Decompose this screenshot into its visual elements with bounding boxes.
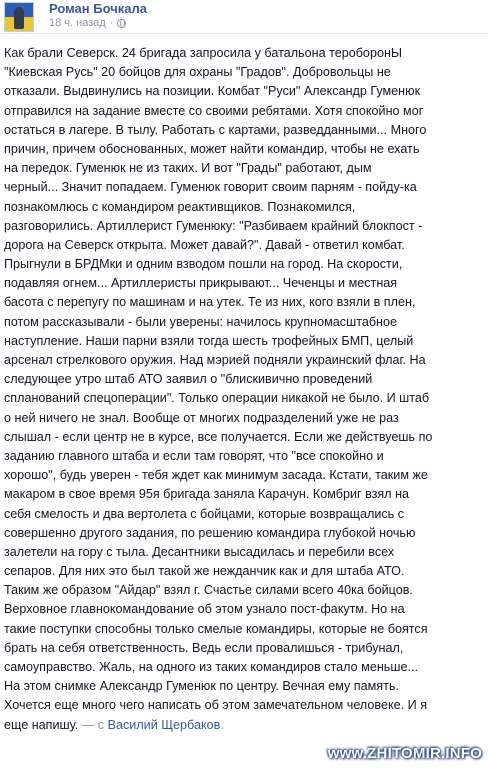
post-text-line bbox=[4, 620, 484, 639]
post-text-segment: макаром в свое время 95я бригада заняла Карачун. Комбриг взял на bbox=[4, 487, 410, 502]
watermark: www.ZHITOMIR.INFO bbox=[327, 745, 482, 762]
post-text-line bbox=[4, 716, 484, 735]
post-text-segment: еще напишу. bbox=[4, 717, 79, 732]
post-text-segment: наступление. Наши парни взяли тогда шесть трофейных БМП, целый bbox=[4, 333, 414, 348]
post-text-line bbox=[4, 178, 484, 197]
post-text bbox=[4, 44, 484, 735]
post-text-line bbox=[4, 389, 484, 408]
post-text-line bbox=[4, 677, 484, 696]
post-text-line bbox=[4, 505, 484, 524]
post-text-segment: спланований спецоперации". Только операции никакой не было. И штаб bbox=[4, 391, 430, 406]
post-text-segment: На этом снимке Александр Гуменюк по центру. Вечная ему память. bbox=[4, 679, 399, 694]
post-text-line bbox=[4, 217, 484, 236]
post-text-line bbox=[4, 351, 484, 370]
post-text-segment: арсенал стрелкового оружия. Над мэрией подняли украинский флаг. На bbox=[4, 353, 426, 367]
post-text-line bbox=[4, 524, 484, 543]
post-text-segment: отказали. Выдвинулись на позиции. Комбат "Руси" Александр Гуменюк bbox=[4, 84, 421, 99]
post-text-segment: остаться в лагере. В тылу. Работать с картами, разведданными... Много bbox=[4, 122, 427, 137]
post-text-line bbox=[4, 274, 484, 293]
post-text-line bbox=[4, 121, 484, 140]
post-text-line bbox=[4, 658, 484, 677]
post-text-segment: отправился на задание вместе со своими ребятами. Хотя спокойно мог bbox=[4, 103, 424, 118]
post-text-segment: Как брали Северск. 24 бригада запросила у батальона тероборонЫ bbox=[4, 46, 403, 60]
post-text-segment: Верховное главнокомандование об этом узнало пост-факутм. Но на bbox=[4, 602, 405, 617]
meta-separator: · bbox=[109, 17, 114, 29]
tagged-person-link[interactable]: Василий Щербаков bbox=[107, 717, 221, 732]
post-text-line bbox=[4, 44, 484, 63]
with-suffix: . bbox=[220, 717, 224, 732]
post-text-segment: "Киевская Русь" 20 бойцов для охраны "Градов". Добровольцы не bbox=[4, 65, 391, 80]
post-text-line bbox=[4, 63, 484, 82]
post-text-line bbox=[4, 255, 484, 274]
post-text-segment: познакомлюсь с командиром реактивщиков. Познакомился, bbox=[4, 199, 356, 214]
post-text-line bbox=[4, 293, 484, 312]
post-text-segment: слышал - если центр не в курсе, все получается. Если же действуешь по bbox=[4, 429, 433, 444]
author-avatar[interactable] bbox=[4, 2, 34, 32]
post-text-segment: самоуправство. Жаль, на одного из таких командиров стало меньше... bbox=[4, 660, 418, 674]
post-text-segment: потом рассказывали - были уверены: начилось крупномасштабное bbox=[4, 314, 397, 329]
post-text-segment: причин, причем обоснованных, может найти командир, чтобы не ехать bbox=[4, 141, 420, 156]
post-text-line bbox=[4, 639, 484, 658]
post-text-line bbox=[4, 696, 484, 715]
post-text-segment: брать на себя ответственность. Ведь если провалишься - трибунал, bbox=[4, 640, 404, 655]
post-text-segment: дорога на Северск открыта. Может давай?". Давай - ответил комбат. bbox=[4, 237, 405, 252]
post-text-line bbox=[4, 409, 484, 428]
globe-icon[interactable] bbox=[117, 19, 126, 28]
avatar-figure bbox=[14, 7, 24, 29]
post-text-line bbox=[4, 198, 484, 217]
post-text-segment: подавляя огнем... Артиллеристы прикрывают... Чеченцы и местная bbox=[4, 276, 398, 291]
post-text-segment: Прыгнули в БРДМки и одним взводом пошли на город. На скорости, bbox=[4, 257, 403, 272]
post-text-segment: следующее утро штаб АТО заявил о "блискивично проведений bbox=[4, 372, 373, 387]
author-name[interactable]: Роман Бочкала bbox=[49, 1, 147, 16]
post-text-segment: басота с перепугу по машинам и на утек. Те из них, кого взяли в плен, bbox=[4, 295, 416, 310]
header-divider bbox=[0, 33, 488, 34]
post-text-line bbox=[4, 159, 484, 178]
post-text-line bbox=[4, 236, 484, 255]
post-text-line bbox=[4, 466, 484, 485]
post-timestamp[interactable]: 18 ч. назад bbox=[49, 17, 106, 29]
post-text-line bbox=[4, 140, 484, 159]
post-text-segment: Хочется еще много чего написать об этом замечательном человеке. И я bbox=[4, 698, 428, 713]
post-text-line bbox=[4, 543, 484, 562]
post-text-line bbox=[4, 581, 484, 600]
post-text-segment: залетели на гору с тыла. Десантники высадилась и перебили всех bbox=[4, 544, 395, 559]
post-text-line bbox=[4, 428, 484, 447]
post-text-line bbox=[4, 102, 484, 121]
post-text-segment: себя смелость и два вертолета с бойцами, которые возвращались с bbox=[4, 506, 405, 521]
post-text-segment: хорошо", будь уверен - тебя ждет как минимум засада. Кстати, таким же bbox=[4, 468, 428, 483]
post-text-line bbox=[4, 313, 484, 332]
post-text-segment: о ней ничего не знал. Вообще от многих подразделений уже не раз bbox=[4, 410, 399, 425]
post-text-line bbox=[4, 82, 484, 101]
post-text-segment: совершенно другого задания, по решению командира глубокой ночью bbox=[4, 525, 416, 540]
post-text-line bbox=[4, 562, 484, 581]
post-text-segment: такие поступки способны только смелые командиры, которые не боятся bbox=[4, 621, 428, 636]
post-text-line bbox=[4, 332, 484, 351]
post-text-segment: заданию главного штаба и если там говорят, что "все спокойно и bbox=[4, 448, 384, 463]
post-text-segment: на передок. Гуменюк не из таких. И вот "Грады" работают, дым bbox=[4, 161, 372, 176]
post-text-line bbox=[4, 447, 484, 466]
post-header bbox=[0, 0, 488, 34]
post-text-segment: черный... Значит попадаем. Гуменюк говорит своим парням - пойду-ка bbox=[4, 180, 417, 195]
post-text-segment: Таким же образом "Айдар" взял г. Счастье силами всего 40ка бойцов. bbox=[4, 583, 413, 598]
post-text-segment: разговорились. Артиллерист Гуменюку: "Разбиваем крайний блокпост - bbox=[4, 218, 423, 233]
post-text-segment: сепаров. Для них это был такой же нежданчик как и для штаба АТО. bbox=[4, 564, 405, 579]
post-text-line bbox=[4, 370, 484, 389]
post-text-line bbox=[4, 485, 484, 504]
post-meta bbox=[49, 17, 126, 29]
with-prefix: — с bbox=[81, 717, 105, 732]
post-text-line bbox=[4, 600, 484, 619]
